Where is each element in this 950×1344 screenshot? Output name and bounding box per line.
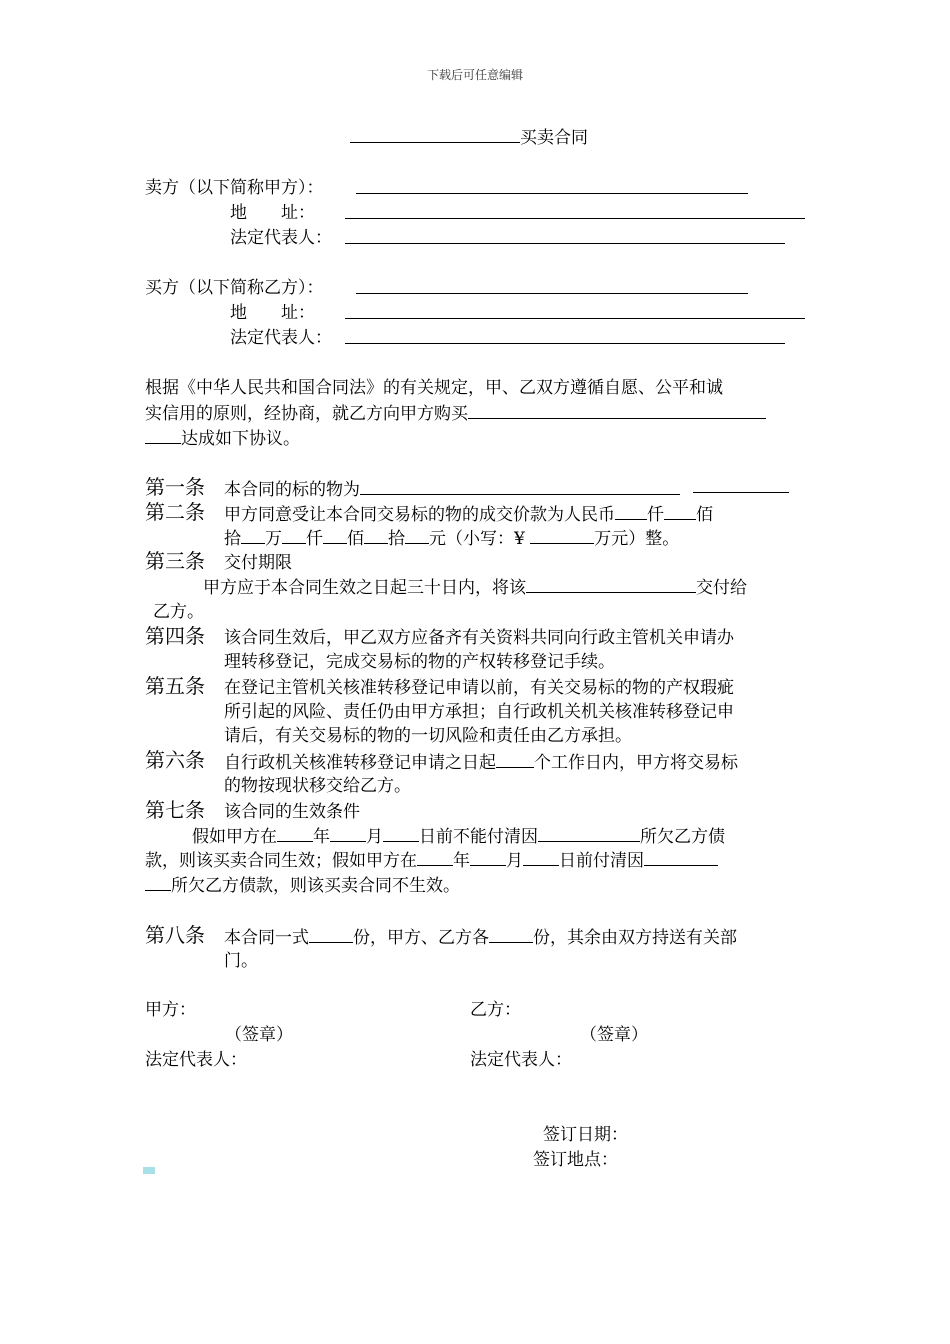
preamble-line1: 根据《中华人民共和国合同法》的有关规定，甲、乙双方遵循自愿、公平和诚 (145, 378, 723, 398)
article-7-label: 第七条 (145, 798, 205, 822)
article-6-line2: 的物按现状移交给乙方。 (224, 776, 411, 796)
buyer-label: 买方（以下简称乙方）： (145, 278, 324, 298)
seller-address-label: 地 址： (230, 203, 315, 223)
buyer-address-blank[interactable] (345, 318, 805, 319)
subject-matter-blank[interactable] (360, 477, 680, 495)
price-shi-blank[interactable] (364, 526, 388, 544)
contract-title (350, 126, 588, 150)
buyer-name-blank[interactable] (356, 293, 748, 294)
seller-rep-label: 法定代表人： (230, 228, 332, 248)
article-8-line2: 门。 (224, 951, 258, 971)
day-blank-1[interactable] (383, 824, 419, 842)
party-a-rep: 法定代表人： (145, 1050, 247, 1070)
article-1-text: 本合同的标的物为 (224, 477, 680, 502)
price-bai-blank[interactable] (323, 526, 347, 544)
price-yuan-blank[interactable] (405, 526, 429, 544)
article-4-label: 第四条 (145, 624, 205, 648)
article-3-label: 第三条 (145, 549, 205, 573)
month-blank-2[interactable] (470, 848, 506, 866)
party-b-label: 乙方： (470, 1000, 521, 1020)
article-7-heading: 该合同的生效条件 (224, 802, 360, 822)
highlight-marker (143, 1167, 155, 1174)
day-blank-2[interactable] (523, 848, 559, 866)
sign-date: 签订日期： (543, 1125, 628, 1145)
delivery-item-blank[interactable] (526, 575, 696, 593)
price-qian-blank[interactable] (282, 526, 306, 544)
article-7-line1: 假如甲方在 年 月 日前不能付清因 所欠乙方债 (192, 824, 725, 849)
article-2-line1: 甲方同意受让本合同交易标的物的成交价款为人民币 仟 佰 (224, 502, 713, 527)
price-numeric-blank[interactable] (530, 526, 594, 544)
article-5-line2: 所引起的风险、责任仍由甲方承担；自行政机关机关核准转移登记申 (224, 702, 734, 722)
year-blank-2[interactable] (417, 848, 453, 866)
purchase-item-blank[interactable] (468, 401, 766, 419)
reason-blank-1[interactable] (538, 824, 640, 842)
sign-place: 签订地点： (533, 1150, 618, 1170)
price-shi-wan-blank[interactable] (241, 526, 265, 544)
seller-label: 卖方（以下简称甲方）： (145, 178, 324, 198)
article-3-heading: 交付期限 (224, 553, 292, 573)
purchase-item-blank-cont[interactable] (145, 426, 181, 444)
price-qian-wan-blank[interactable] (615, 502, 647, 520)
article-6-line1: 自行政机关核准转移登记申请之日起 个工作日内，甲方将交易标 (224, 750, 738, 775)
article-4-line2: 理转移登记，完成交易标的物的产权转移登记手续。 (224, 652, 615, 672)
article-1-label: 第一条 (145, 475, 205, 499)
preamble-line3: 达成如下协议。 (145, 426, 300, 451)
article-5-line1: 在登记主管机关核准转移登记申请以前，有关交易标的物的产权瑕疵 (224, 678, 734, 698)
title-text: 买卖合同 (520, 128, 588, 148)
article-8-line1: 本合同一式 份，甲方、乙方各 份，其余由双方持送有关部 (224, 925, 737, 950)
seller-name-blank[interactable] (356, 193, 748, 194)
article-5-line3: 请后，有关交易标的物的一切风险和责任由乙方承担。 (224, 726, 632, 746)
header-note: 下载后可任意编辑 (426, 68, 523, 82)
article-3-line1: 甲方应于本合同生效之日起三十日内，将该 交付给 (203, 575, 747, 600)
article-6-label: 第六条 (145, 748, 205, 772)
article-3-line2: 乙方。 (153, 602, 204, 622)
article-7-line2: 款，则该买卖合同生效；假如甲方在 年 月 日前付清因 (145, 848, 718, 873)
party-a-label: 甲方： (145, 1000, 196, 1020)
copies-each-blank[interactable] (489, 925, 533, 943)
subject-matter-blank-ext[interactable] (693, 492, 789, 493)
article-4-line1: 该合同生效后，甲乙双方应备齐有关资料共同向行政主管机关申请办 (224, 628, 734, 648)
article-2-line2: 拾 万 仟 佰 拾 元（小写：¥ 万元）整。 (224, 526, 679, 551)
seller-rep-blank[interactable] (345, 243, 785, 244)
year-blank-1[interactable] (277, 824, 313, 842)
party-b-seal: （签章） (580, 1025, 648, 1045)
party-b-rep: 法定代表人： (470, 1050, 572, 1070)
reason-blank-2[interactable] (644, 848, 718, 866)
buyer-rep-label: 法定代表人： (230, 328, 332, 348)
copies-total-blank[interactable] (309, 925, 353, 943)
party-a-seal: （签章） (225, 1025, 293, 1045)
article-7-line3: 所欠乙方债款，则该买卖合同不生效。 (145, 873, 460, 898)
workdays-blank[interactable] (496, 750, 534, 768)
reason-blank-2-cont[interactable] (145, 873, 171, 891)
buyer-rep-blank[interactable] (345, 343, 785, 344)
month-blank-1[interactable] (330, 824, 366, 842)
preamble-line2: 实信用的原则，经协商，就乙方向甲方购买 (145, 401, 766, 426)
article-2-label: 第二条 (145, 500, 205, 524)
title-blank[interactable] (350, 126, 520, 143)
article-8-label: 第八条 (145, 923, 205, 947)
price-bai-wan-blank[interactable] (664, 502, 696, 520)
buyer-address-label: 地 址： (230, 303, 315, 323)
article-5-label: 第五条 (145, 674, 205, 698)
seller-address-blank[interactable] (345, 218, 805, 219)
